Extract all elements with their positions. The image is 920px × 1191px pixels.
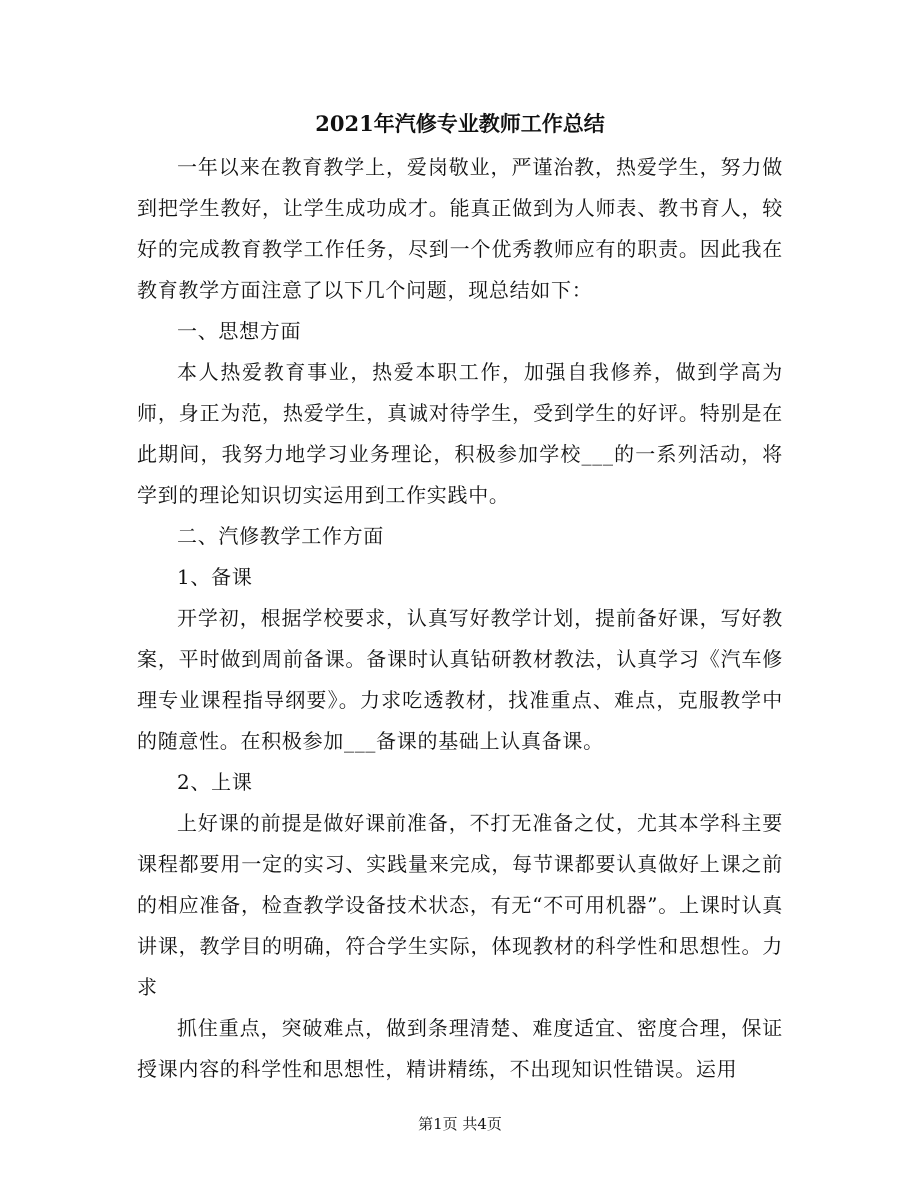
subheading-lesson-prep: 1、备课 bbox=[177, 565, 253, 589]
section-heading-teaching: 二、汽修教学工作方面 bbox=[177, 524, 384, 548]
paragraph-thought: 本人热爱教育事业，热爱本职工作，加强自我修养，做到学高为师，身正为范，热爱学生，真诚对待学生，受到学生的好评。特别是在此期间，我努力地学习业务理论，积极参加学校___的一系列活动，将学到的理论知识切实运用到工作实践中。 bbox=[137, 360, 783, 507]
section-heading-thought: 一、思想方面 bbox=[177, 319, 302, 343]
document-body bbox=[137, 147, 783, 1090]
subheading-class: 2、上课 bbox=[177, 770, 253, 794]
paragraph-class: 上好课的前提是做好课前准备，不打无准备之仗，尤其本学科主要课程都要用一定的实习、实践量来完成，每节课都要认真做好上课之前的相应准备，检查教学设备技术状态，有无“不可用机器”。上课时认真讲课，教学目的明确，符合学生实际，体现教材的科学性和思想性。力求 bbox=[137, 811, 783, 999]
paragraph-lesson-prep: 开学初，根据学校要求，认真写好教学计划，提前备好课，写好教案，平时做到周前备课。备课时认真钻研教材教法，认真学习《汽车修理专业课程指导纲要》。力求吃透教材，找准重点、难点，克服教学中的随意性。在积极参加___备课的基础上认真备课。 bbox=[137, 606, 783, 753]
paragraph-intro: 一年以来在教育教学上，爱岗敬业，严谨治教，热爱学生，努力做到把学生教好，让学生成功成才。能真正做到为人师表、教书育人，较好的完成教育教学工作任务，尽到一个优秀教师应有的职责。因此我在教育教学方面注意了以下几个问题，现总结如下： bbox=[137, 155, 783, 302]
page-indicator: 第1页 共4页 bbox=[418, 1115, 502, 1133]
page-title: 2021年汽修专业教师工作总结 bbox=[315, 111, 605, 136]
paragraph-class-continued: 抓住重点，突破难点，做到条理清楚、难度适宜、密度合理，保证授课内容的科学性和思想性，精讲精练，不出现知识性错误。运用 bbox=[137, 1016, 783, 1081]
